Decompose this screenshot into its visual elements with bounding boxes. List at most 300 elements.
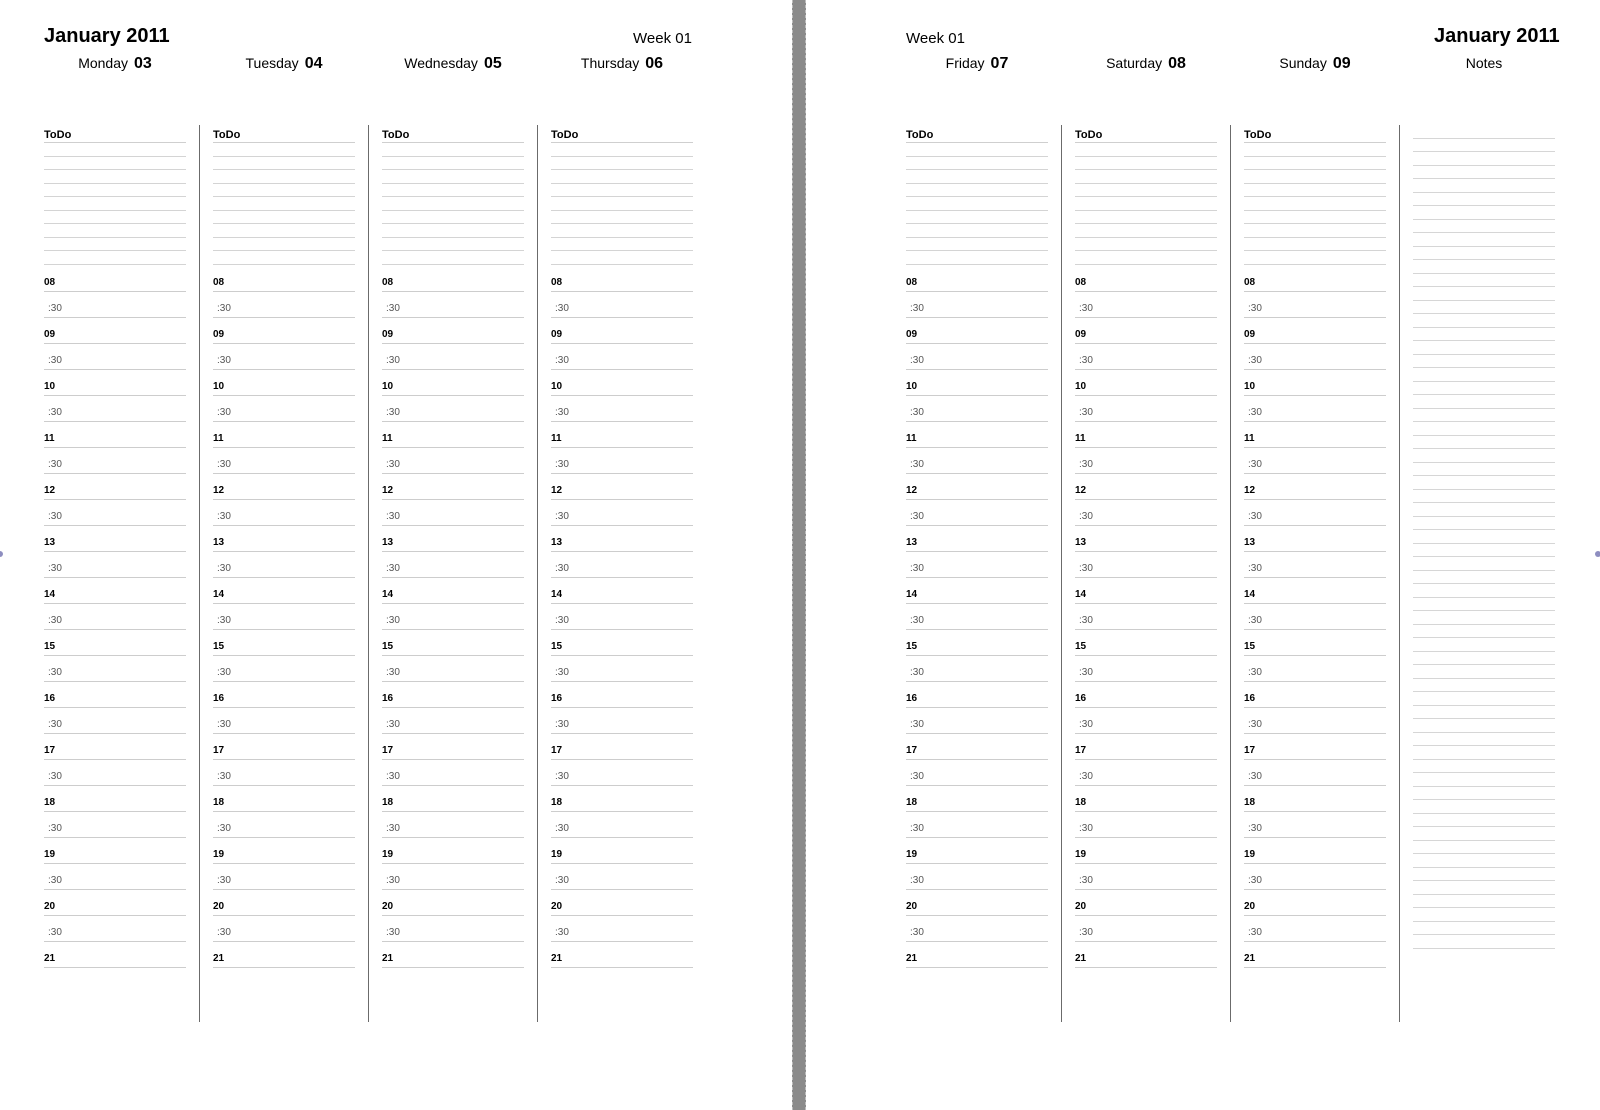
notes-line[interactable]: [1413, 760, 1555, 774]
time-slot[interactable]: [906, 370, 1048, 396]
time-slot[interactable]: [213, 292, 355, 318]
time-slot[interactable]: [382, 474, 524, 500]
todo-line[interactable]: [906, 211, 1048, 225]
todo-line[interactable]: [382, 211, 524, 225]
time-slot[interactable]: [906, 526, 1048, 552]
time-slot[interactable]: [551, 760, 693, 786]
notes-line[interactable]: [1413, 733, 1555, 747]
time-slot[interactable]: [1075, 838, 1217, 864]
time-slot[interactable]: [551, 318, 693, 344]
notes-line[interactable]: [1413, 193, 1555, 207]
time-slot[interactable]: [44, 890, 186, 916]
time-slot[interactable]: [551, 266, 693, 292]
notes-line[interactable]: [1413, 895, 1555, 909]
time-slot[interactable]: [551, 786, 693, 812]
notes-line[interactable]: [1413, 935, 1555, 949]
time-slot[interactable]: [551, 812, 693, 838]
time-slot[interactable]: [44, 578, 186, 604]
todo-line[interactable]: [44, 211, 186, 225]
todo-line[interactable]: [906, 143, 1048, 157]
todo-line[interactable]: [1075, 143, 1217, 157]
todo-line[interactable]: [1075, 211, 1217, 225]
notes-line[interactable]: [1413, 206, 1555, 220]
todo-line[interactable]: [213, 157, 355, 171]
time-slot[interactable]: [1244, 448, 1386, 474]
notes-line[interactable]: [1413, 436, 1555, 450]
time-slot[interactable]: [382, 864, 524, 890]
notes-line[interactable]: [1413, 503, 1555, 517]
todo-line[interactable]: [1244, 251, 1386, 265]
time-slot[interactable]: [551, 370, 693, 396]
time-slot[interactable]: [906, 760, 1048, 786]
time-slot[interactable]: [1075, 916, 1217, 942]
time-slot[interactable]: [213, 656, 355, 682]
time-slot[interactable]: [1244, 812, 1386, 838]
time-slot[interactable]: [44, 734, 186, 760]
time-slot[interactable]: [1075, 370, 1217, 396]
notes-line[interactable]: [1413, 328, 1555, 342]
notes-line[interactable]: [1413, 584, 1555, 598]
todo-line[interactable]: [1244, 143, 1386, 157]
todo-line[interactable]: [44, 143, 186, 157]
notes-line[interactable]: [1413, 368, 1555, 382]
todo-line[interactable]: [44, 238, 186, 252]
time-slot[interactable]: [213, 396, 355, 422]
time-slot[interactable]: [382, 422, 524, 448]
time-slot[interactable]: [213, 682, 355, 708]
notes-line[interactable]: [1413, 665, 1555, 679]
time-slot[interactable]: [906, 318, 1048, 344]
time-slot[interactable]: [551, 292, 693, 318]
notes-line[interactable]: [1413, 868, 1555, 882]
time-slot[interactable]: [1075, 422, 1217, 448]
time-slot[interactable]: [1075, 786, 1217, 812]
notes-line[interactable]: [1413, 544, 1555, 558]
notes-line[interactable]: [1413, 773, 1555, 787]
todo-line[interactable]: [1244, 170, 1386, 184]
time-slot[interactable]: [551, 526, 693, 552]
todo-line[interactable]: [213, 238, 355, 252]
day-column[interactable]: [213, 125, 355, 968]
todo-line[interactable]: [44, 197, 186, 211]
time-slot[interactable]: [1244, 734, 1386, 760]
time-slot[interactable]: [1244, 396, 1386, 422]
time-slot[interactable]: [213, 500, 355, 526]
time-slot[interactable]: [551, 708, 693, 734]
todo-block[interactable]: [551, 128, 693, 266]
todo-line[interactable]: [551, 170, 693, 184]
time-slot[interactable]: [1244, 890, 1386, 916]
notes-line[interactable]: [1413, 881, 1555, 895]
time-slot[interactable]: [551, 734, 693, 760]
notes-line[interactable]: [1413, 557, 1555, 571]
time-slot[interactable]: [44, 708, 186, 734]
todo-line[interactable]: [551, 224, 693, 238]
notes-line[interactable]: [1413, 517, 1555, 531]
time-slot[interactable]: [1244, 552, 1386, 578]
time-slot[interactable]: [551, 864, 693, 890]
time-slot[interactable]: [906, 812, 1048, 838]
todo-line[interactable]: [382, 251, 524, 265]
time-slot[interactable]: [44, 838, 186, 864]
time-slot[interactable]: [1244, 266, 1386, 292]
time-slot[interactable]: [382, 552, 524, 578]
time-slot[interactable]: [1244, 526, 1386, 552]
time-slot[interactable]: [906, 786, 1048, 812]
todo-line[interactable]: [551, 184, 693, 198]
todo-line[interactable]: [44, 157, 186, 171]
time-slot[interactable]: [1244, 786, 1386, 812]
time-slot[interactable]: [551, 890, 693, 916]
time-slot[interactable]: [44, 864, 186, 890]
time-slot[interactable]: [44, 292, 186, 318]
time-slot[interactable]: [382, 500, 524, 526]
notes-line[interactable]: [1413, 598, 1555, 612]
notes-line[interactable]: [1413, 422, 1555, 436]
time-slot[interactable]: [382, 396, 524, 422]
notes-line[interactable]: [1413, 827, 1555, 841]
notes-line[interactable]: [1413, 706, 1555, 720]
time-slot[interactable]: [906, 682, 1048, 708]
time-slot[interactable]: [213, 344, 355, 370]
notes-line[interactable]: [1413, 341, 1555, 355]
notes-line[interactable]: [1413, 800, 1555, 814]
time-slot[interactable]: [1244, 760, 1386, 786]
time-slot[interactable]: [906, 266, 1048, 292]
todo-line[interactable]: [551, 143, 693, 157]
time-slot[interactable]: [1075, 448, 1217, 474]
time-slot[interactable]: [1075, 656, 1217, 682]
todo-line[interactable]: [382, 238, 524, 252]
todo-block[interactable]: [906, 128, 1048, 266]
time-slot[interactable]: [906, 344, 1048, 370]
notes-line[interactable]: [1413, 125, 1555, 139]
time-slot[interactable]: [213, 474, 355, 500]
time-slot[interactable]: [906, 396, 1048, 422]
todo-line[interactable]: [1244, 238, 1386, 252]
time-slot[interactable]: [213, 370, 355, 396]
notes-line[interactable]: [1413, 287, 1555, 301]
time-slot[interactable]: [1075, 760, 1217, 786]
todo-line[interactable]: [382, 184, 524, 198]
time-slot[interactable]: [213, 318, 355, 344]
time-slot[interactable]: [44, 812, 186, 838]
time-slot[interactable]: [906, 838, 1048, 864]
time-slot[interactable]: [382, 916, 524, 942]
time-slot[interactable]: [213, 422, 355, 448]
todo-line[interactable]: [1075, 184, 1217, 198]
time-slot[interactable]: [1244, 474, 1386, 500]
time-slot[interactable]: [551, 448, 693, 474]
time-slot[interactable]: [213, 760, 355, 786]
time-slot[interactable]: [213, 604, 355, 630]
time-slot[interactable]: [906, 422, 1048, 448]
todo-line[interactable]: [44, 184, 186, 198]
time-slot[interactable]: [1244, 916, 1386, 942]
time-slot[interactable]: [382, 604, 524, 630]
notes-line[interactable]: [1413, 652, 1555, 666]
notes-line[interactable]: [1413, 692, 1555, 706]
time-slot[interactable]: [1244, 682, 1386, 708]
time-slot[interactable]: [906, 474, 1048, 500]
time-slot[interactable]: [213, 942, 355, 968]
notes-line[interactable]: [1413, 355, 1555, 369]
notes-line[interactable]: [1413, 787, 1555, 801]
todo-line[interactable]: [1244, 197, 1386, 211]
time-slot[interactable]: [551, 552, 693, 578]
todo-line[interactable]: [1075, 251, 1217, 265]
day-column[interactable]: [906, 125, 1048, 968]
time-slot[interactable]: [382, 292, 524, 318]
todo-line[interactable]: [1244, 211, 1386, 225]
time-slot[interactable]: [906, 552, 1048, 578]
time-slot[interactable]: [1244, 656, 1386, 682]
time-slot[interactable]: [1244, 630, 1386, 656]
time-slot[interactable]: [906, 864, 1048, 890]
todo-line[interactable]: [1075, 238, 1217, 252]
notes-line[interactable]: [1413, 463, 1555, 477]
day-column[interactable]: [44, 125, 186, 968]
time-slot[interactable]: [382, 630, 524, 656]
time-slot[interactable]: [213, 838, 355, 864]
time-slot[interactable]: [906, 500, 1048, 526]
notes-line[interactable]: [1413, 814, 1555, 828]
time-slot[interactable]: [382, 890, 524, 916]
time-slot[interactable]: [551, 396, 693, 422]
time-slot[interactable]: [213, 812, 355, 838]
todo-line[interactable]: [551, 197, 693, 211]
time-slot[interactable]: [906, 578, 1048, 604]
todo-line[interactable]: [906, 251, 1048, 265]
time-slot[interactable]: [213, 578, 355, 604]
time-slot[interactable]: [44, 682, 186, 708]
notes-line[interactable]: [1413, 152, 1555, 166]
notes-line[interactable]: [1413, 395, 1555, 409]
notes-line[interactable]: [1413, 571, 1555, 585]
time-slot[interactable]: [1244, 292, 1386, 318]
todo-line[interactable]: [906, 170, 1048, 184]
time-slot[interactable]: [1075, 682, 1217, 708]
todo-line[interactable]: [382, 157, 524, 171]
time-slot[interactable]: [906, 604, 1048, 630]
todo-line[interactable]: [551, 211, 693, 225]
time-slot[interactable]: [1075, 734, 1217, 760]
todo-block[interactable]: [44, 128, 186, 266]
time-slot[interactable]: [1075, 942, 1217, 968]
time-slot[interactable]: [213, 786, 355, 812]
time-slot[interactable]: [213, 266, 355, 292]
time-slot[interactable]: [551, 942, 693, 968]
todo-line[interactable]: [382, 197, 524, 211]
todo-line[interactable]: [44, 224, 186, 238]
day-column[interactable]: [1075, 125, 1217, 968]
time-slot[interactable]: [1075, 864, 1217, 890]
notes-line[interactable]: [1413, 233, 1555, 247]
time-slot[interactable]: [44, 474, 186, 500]
todo-line[interactable]: [213, 251, 355, 265]
time-slot[interactable]: [1244, 422, 1386, 448]
time-slot[interactable]: [44, 552, 186, 578]
time-slot[interactable]: [44, 396, 186, 422]
time-slot[interactable]: [551, 474, 693, 500]
todo-line[interactable]: [551, 238, 693, 252]
notes-line[interactable]: [1413, 611, 1555, 625]
time-slot[interactable]: [44, 500, 186, 526]
time-slot[interactable]: [213, 630, 355, 656]
notes-line[interactable]: [1413, 679, 1555, 693]
time-slot[interactable]: [1075, 396, 1217, 422]
time-slot[interactable]: [906, 916, 1048, 942]
notes-line[interactable]: [1413, 260, 1555, 274]
time-slot[interactable]: [44, 344, 186, 370]
time-slot[interactable]: [1075, 708, 1217, 734]
time-slot[interactable]: [213, 890, 355, 916]
time-slot[interactable]: [551, 916, 693, 942]
time-slot[interactable]: [906, 708, 1048, 734]
notes-line[interactable]: [1413, 166, 1555, 180]
notes-line[interactable]: [1413, 301, 1555, 315]
time-slot[interactable]: [1244, 864, 1386, 890]
time-slot[interactable]: [213, 526, 355, 552]
time-slot[interactable]: [382, 578, 524, 604]
todo-line[interactable]: [213, 197, 355, 211]
time-slot[interactable]: [906, 630, 1048, 656]
todo-line[interactable]: [1075, 197, 1217, 211]
time-slot[interactable]: [44, 942, 186, 968]
time-slot[interactable]: [213, 708, 355, 734]
time-slot[interactable]: [1244, 318, 1386, 344]
todo-line[interactable]: [1075, 170, 1217, 184]
todo-block[interactable]: [382, 128, 524, 266]
time-slot[interactable]: [906, 448, 1048, 474]
time-slot[interactable]: [213, 448, 355, 474]
time-slot[interactable]: [44, 266, 186, 292]
notes-line[interactable]: [1413, 908, 1555, 922]
time-slot[interactable]: [1075, 578, 1217, 604]
time-slot[interactable]: [1244, 708, 1386, 734]
todo-block[interactable]: [1244, 128, 1386, 266]
time-slot[interactable]: [382, 760, 524, 786]
time-slot[interactable]: [551, 630, 693, 656]
time-slot[interactable]: [382, 708, 524, 734]
todo-line[interactable]: [382, 224, 524, 238]
notes-line[interactable]: [1413, 841, 1555, 855]
time-slot[interactable]: [382, 734, 524, 760]
todo-line[interactable]: [213, 211, 355, 225]
time-slot[interactable]: [551, 656, 693, 682]
time-slot[interactable]: [1075, 552, 1217, 578]
time-slot[interactable]: [551, 604, 693, 630]
notes-line[interactable]: [1413, 625, 1555, 639]
todo-line[interactable]: [44, 170, 186, 184]
todo-line[interactable]: [213, 224, 355, 238]
time-slot[interactable]: [382, 838, 524, 864]
time-slot[interactable]: [382, 344, 524, 370]
time-slot[interactable]: [1075, 292, 1217, 318]
notes-line[interactable]: [1413, 382, 1555, 396]
todo-line[interactable]: [551, 157, 693, 171]
day-column[interactable]: [382, 125, 524, 968]
time-slot[interactable]: [213, 734, 355, 760]
notes-column[interactable]: [1413, 125, 1555, 949]
time-slot[interactable]: [551, 682, 693, 708]
time-slot[interactable]: [1244, 942, 1386, 968]
notes-line[interactable]: [1413, 314, 1555, 328]
time-slot[interactable]: [551, 578, 693, 604]
todo-line[interactable]: [382, 143, 524, 157]
notes-line[interactable]: [1413, 449, 1555, 463]
todo-line[interactable]: [1075, 224, 1217, 238]
time-slot[interactable]: [44, 656, 186, 682]
todo-block[interactable]: [1075, 128, 1217, 266]
time-slot[interactable]: [44, 318, 186, 344]
time-slot[interactable]: [1075, 318, 1217, 344]
time-slot[interactable]: [1075, 526, 1217, 552]
time-slot[interactable]: [1244, 578, 1386, 604]
time-slot[interactable]: [1244, 604, 1386, 630]
time-slot[interactable]: [44, 448, 186, 474]
time-slot[interactable]: [551, 422, 693, 448]
time-slot[interactable]: [1075, 604, 1217, 630]
time-slot[interactable]: [382, 942, 524, 968]
time-slot[interactable]: [213, 916, 355, 942]
notes-line[interactable]: [1413, 490, 1555, 504]
notes-line[interactable]: [1413, 719, 1555, 733]
notes-line[interactable]: [1413, 179, 1555, 193]
time-slot[interactable]: [1075, 266, 1217, 292]
day-column[interactable]: [551, 125, 693, 968]
time-slot[interactable]: [1075, 500, 1217, 526]
todo-block[interactable]: [213, 128, 355, 266]
time-slot[interactable]: [382, 656, 524, 682]
todo-line[interactable]: [1244, 157, 1386, 171]
todo-line[interactable]: [551, 251, 693, 265]
time-slot[interactable]: [906, 656, 1048, 682]
time-slot[interactable]: [44, 604, 186, 630]
todo-line[interactable]: [213, 143, 355, 157]
time-slot[interactable]: [1075, 890, 1217, 916]
time-slot[interactable]: [44, 526, 186, 552]
notes-line[interactable]: [1413, 476, 1555, 490]
day-column[interactable]: [1244, 125, 1386, 968]
time-slot[interactable]: [382, 682, 524, 708]
todo-line[interactable]: [1075, 157, 1217, 171]
time-slot[interactable]: [44, 630, 186, 656]
notes-line[interactable]: [1413, 247, 1555, 261]
time-slot[interactable]: [1244, 344, 1386, 370]
todo-line[interactable]: [906, 184, 1048, 198]
todo-line[interactable]: [382, 170, 524, 184]
notes-line[interactable]: [1413, 638, 1555, 652]
time-slot[interactable]: [551, 500, 693, 526]
time-slot[interactable]: [44, 760, 186, 786]
todo-line[interactable]: [906, 224, 1048, 238]
todo-line[interactable]: [1244, 224, 1386, 238]
time-slot[interactable]: [382, 812, 524, 838]
time-slot[interactable]: [906, 942, 1048, 968]
time-slot[interactable]: [382, 526, 524, 552]
time-slot[interactable]: [551, 344, 693, 370]
time-slot[interactable]: [1075, 344, 1217, 370]
todo-line[interactable]: [44, 251, 186, 265]
time-slot[interactable]: [44, 422, 186, 448]
notes-line[interactable]: [1413, 530, 1555, 544]
todo-line[interactable]: [1244, 184, 1386, 198]
time-slot[interactable]: [382, 786, 524, 812]
notes-line[interactable]: [1413, 139, 1555, 153]
time-slot[interactable]: [1075, 474, 1217, 500]
time-slot[interactable]: [382, 370, 524, 396]
